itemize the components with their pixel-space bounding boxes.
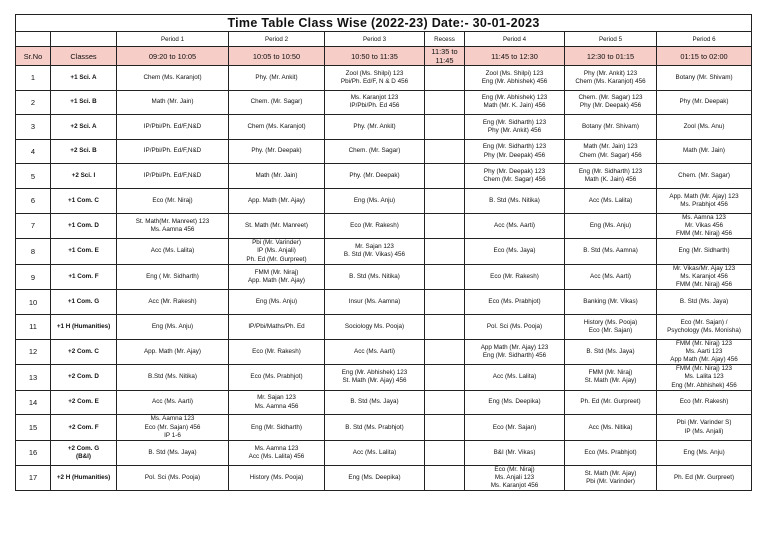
page-title: Time Table Class Wise (2022-23) Date:- 30-01-2023	[16, 15, 752, 32]
period-cell: Eco (Mr. Rakesh)	[229, 339, 325, 365]
period-label: Period 3	[325, 32, 425, 47]
period-cell: Eng (Mr. Sidharth) 123 Phy (Mr. Deepak) 456	[465, 139, 565, 164]
period-cell: Zool (Ms. Anu)	[657, 115, 752, 140]
period-label: Period 6	[657, 32, 752, 47]
period-time: 10:05 to 10:50	[229, 47, 325, 66]
period-cell: Math (Mr. Jain)	[657, 139, 752, 164]
class-name-cell: +2 Sci. I	[51, 164, 117, 189]
period-cell: Chem (Ms. Karanjot)	[117, 66, 229, 91]
period-time: 12:30 to 01:15	[565, 47, 657, 66]
period-cell: B. Std (Ms. Jaya)	[657, 290, 752, 315]
table-row	[16, 90, 752, 115]
period-cell: IP/Pbi/Ph. Ed/F,N&D	[117, 139, 229, 164]
period-cell: Eco (Mr. Rakesh)	[657, 390, 752, 415]
period-cell: Ms. Aamna 123 Acc (Ms. Lalita) 456	[229, 441, 325, 466]
sr-no-cell: 1	[16, 66, 51, 91]
sr-no-cell: 17	[16, 465, 51, 491]
period-cell: Botany (Mr. Shivam)	[565, 115, 657, 140]
period-cell: Ms. Aamna 123 Mr. Vikas 456 FMM (Mr. Niraj) 456	[657, 213, 752, 239]
period-label: Period 1	[117, 32, 229, 47]
period-label: Period 5	[565, 32, 657, 47]
class-name-cell: +2 Com. D	[51, 365, 117, 391]
period-label: Period 2	[229, 32, 325, 47]
period-cell: Pol. Sci (Ms. Pooja)	[117, 465, 229, 491]
period-cell: Zool (Ms. Shilpi) 123 Pbi/Ph. Ed/F, N & D 456	[325, 66, 425, 91]
table-row	[16, 264, 752, 290]
period-cell: Eco (Ms. Prabhjot)	[229, 365, 325, 391]
period-cell: St. Math (Mr. Ajay) Pbi (Mr. Varinder)	[565, 465, 657, 491]
sr-no-cell: 4	[16, 139, 51, 164]
sr-no-cell: 10	[16, 290, 51, 315]
period-cell: Eco (Mr. Rakesh)	[465, 264, 565, 290]
sr-no-cell: 13	[16, 365, 51, 391]
period-cell: Phy. (Mr. Ankit)	[325, 115, 425, 140]
class-name-cell: +1 Com. C	[51, 188, 117, 213]
period-cell: FMM (Mr. Niraj) 123 Ms. Lalita 123 Eng (Mr. Abhishek) 456	[657, 365, 752, 391]
recess-cell	[425, 213, 465, 239]
recess-cell	[425, 339, 465, 365]
class-name-cell: +1 Com. E	[51, 239, 117, 265]
period-cell: Phy (Mr. Deepak)	[657, 90, 752, 115]
period-cell: Phy (Mr. Ankit) 123 Chem (Ms. Karanjot) 456	[565, 66, 657, 91]
period-cell: B. Std (Ms. Jaya)	[565, 339, 657, 365]
period-cell: Mr. Vikas/Mr. Ajay 123 Ms. Karanjot 456 FMM (Mr. Niraj) 456	[657, 264, 752, 290]
period-cell: Ph. Ed (Mr. Gurpreet)	[565, 390, 657, 415]
period-cell: FMM (Mr. Niraj) St. Math (Mr. Ajay)	[565, 365, 657, 391]
period-cell: Eng (Ms. Deepika)	[465, 390, 565, 415]
period-cell: Acc (Mr. Rakesh)	[117, 290, 229, 315]
period-cell: Acc (Ms. Aarti)	[325, 339, 425, 365]
class-name-cell: +2 Sci. B	[51, 139, 117, 164]
class-name-cell: +2 Sci. A	[51, 115, 117, 140]
period-cell: Math (Mr. Jain)	[229, 164, 325, 189]
table-row	[16, 239, 752, 265]
period-cell: Math (Mr. Jain) 123 Chem (Mr. Sagar) 456	[565, 139, 657, 164]
recess-cell	[425, 139, 465, 164]
period-cell: IP/Pbi/Maths/Ph. Ed	[229, 314, 325, 339]
class-name-cell: +2 Com. F	[51, 415, 117, 441]
period-cell: Eng (Mr. Sidharth)	[229, 415, 325, 441]
class-name-cell: +1 Com. D	[51, 213, 117, 239]
period-cell: Acc (Ms. Lalita)	[117, 239, 229, 265]
period-cell: Eco (Mr. Niraj) Ms. Anjali 123 Ms. Karanjot 456	[465, 465, 565, 491]
period-cell: B. Std (Ms. Jaya)	[117, 441, 229, 466]
class-name-cell: +1 Com. G	[51, 290, 117, 315]
sr-no-header: Sr.No	[16, 47, 51, 66]
sr-no-cell: 6	[16, 188, 51, 213]
table-row	[16, 139, 752, 164]
table-row	[16, 290, 752, 315]
period-cell: Zool (Ms. Shilpi) 123 Eng (Mr. Abhishek) 456	[465, 66, 565, 91]
period-cell: Mr. Sajan 123 Ms. Aamna 456	[229, 390, 325, 415]
period-cell: Mr. Sajan 123 B. Std (Mr. Vikas) 456	[325, 239, 425, 265]
period-cell: Acc (Ms. Nitika)	[565, 415, 657, 441]
class-name-cell: +1 Sci. A	[51, 66, 117, 91]
period-cell: St. Math(Mr. Manreet) 123 Ms. Aamna 456	[117, 213, 229, 239]
period-time: 01:15 to 02:00	[657, 47, 752, 66]
sr-no-cell: 5	[16, 164, 51, 189]
period-cell: Math (Mr. Jain)	[117, 90, 229, 115]
recess-cell	[425, 465, 465, 491]
recess-cell	[425, 415, 465, 441]
table-row	[16, 365, 752, 391]
period-cell: Eco (Ms. Prabhjot)	[465, 290, 565, 315]
period-cell: FMM (Mr. Niraj) App. Math (Mr. Ajay)	[229, 264, 325, 290]
period-cell: Phy. (Mr. Deepak)	[325, 164, 425, 189]
recess-cell	[425, 188, 465, 213]
table-row	[16, 339, 752, 365]
table-row	[16, 441, 752, 466]
class-name-cell: +2 Com. G (B&I)	[51, 441, 117, 466]
table-row	[16, 66, 752, 91]
sr-no-cell: 16	[16, 441, 51, 466]
table-row	[16, 213, 752, 239]
period-cell: History (Ms. Pooja)	[229, 465, 325, 491]
recess-cell	[425, 365, 465, 391]
period-cell: Chem (Ms. Karanjot)	[229, 115, 325, 140]
class-name-cell: +2 H (Humanities)	[51, 465, 117, 491]
period-cell: Ms. Aamna 123 Eco (Mr. Sajan) 456 IP 1-6	[117, 415, 229, 441]
recess-label: Recess	[425, 32, 465, 47]
recess-time: 11:35 to 11:45	[425, 47, 465, 66]
class-name-cell: +2 Com. E	[51, 390, 117, 415]
period-cell: Eng (Ms. Anju)	[657, 441, 752, 466]
period-cell: IP/Pbi/Ph. Ed/F,N&D	[117, 164, 229, 189]
period-cell: Pbi (Mr. Varinder) IP (Ms. Anjali) Ph. Ed (Mr. Gurpreet)	[229, 239, 325, 265]
period-cell: Ms. Karanjot 123 IP/Pbi/Ph. Ed 456	[325, 90, 425, 115]
period-cell: Eng (Ms. Anju)	[229, 290, 325, 315]
recess-cell	[425, 90, 465, 115]
period-cell: Eng (Ms. Anju)	[565, 213, 657, 239]
period-cell: Pbi (Mr. Varinder S) IP (Ms. Anjali)	[657, 415, 752, 441]
period-cell: Eng (Ms. Deepika)	[325, 465, 425, 491]
period-cell: Acc (Ms. Aarti)	[465, 213, 565, 239]
recess-cell	[425, 115, 465, 140]
period-cell: Phy (Mr. Deepak) 123 Chem (Mr. Sagar) 456	[465, 164, 565, 189]
timetable-wrapper	[15, 14, 751, 491]
period-cell: Eco (Mr. Sajan)	[465, 415, 565, 441]
period-cell: Acc (Ms. Aarti)	[117, 390, 229, 415]
class-name-cell: +1 Com. F	[51, 264, 117, 290]
period-cell: Eco (Ms. Prabhjot)	[565, 441, 657, 466]
period-cell: Phy. (Mr. Deepak)	[229, 139, 325, 164]
period-header-row	[16, 32, 752, 47]
recess-cell	[425, 390, 465, 415]
period-cell: Eng (Ms. Anju)	[117, 314, 229, 339]
period-cell: Chem. (Mr. Sagar) 123 Phy (Mr. Deepak) 456	[565, 90, 657, 115]
period-cell: Eng (Ms. Anju)	[325, 188, 425, 213]
period-cell: Eng (Mr. Sidharth) 123 Math (K. Jain) 456	[565, 164, 657, 189]
period-cell: B&I (Mr. Vikas)	[465, 441, 565, 466]
table-row	[16, 314, 752, 339]
period-cell: B. Std (Ms. Nitika)	[465, 188, 565, 213]
table-row	[16, 415, 752, 441]
period-cell: Acc (Ms. Lalita)	[565, 188, 657, 213]
period-cell: Eng (Mr. Sidharth)	[657, 239, 752, 265]
period-time: 09:20 to 10:05	[117, 47, 229, 66]
sr-no-cell: 9	[16, 264, 51, 290]
period-cell: Acc (Ms. Lalita)	[325, 441, 425, 466]
recess-cell	[425, 239, 465, 265]
period-cell: Eng (Mr. Abhishek) 123 Math (Mr. K. Jain) 456	[465, 90, 565, 115]
period-cell: Eng (Mr. Sidharth) 123 Phy (Mr. Ankit) 456	[465, 115, 565, 140]
period-cell: B. Std (Ms. Jaya)	[325, 390, 425, 415]
period-cell: Eng ( Mr. Sidharth)	[117, 264, 229, 290]
table-row	[16, 115, 752, 140]
period-cell: B. Std (Ms. Nitika)	[325, 264, 425, 290]
period-cell: App. Math (Mr. Ajay)	[117, 339, 229, 365]
recess-cell	[425, 441, 465, 466]
period-cell: B.Std (Ms. Nitika)	[117, 365, 229, 391]
period-cell: Phy. (Mr. Ankit)	[229, 66, 325, 91]
recess-cell	[425, 290, 465, 315]
table-row	[16, 390, 752, 415]
period-cell: Eco (Mr. Sajan) / Psychology (Ms. Monisha)	[657, 314, 752, 339]
period-cell: B. Std (Ms. Aamna)	[565, 239, 657, 265]
period-cell: App Math (Mr. Ajay) 123 Eng (Mr. Sidharth) 456	[465, 339, 565, 365]
sr-no-cell: 12	[16, 339, 51, 365]
sr-no-cell: 2	[16, 90, 51, 115]
period-cell: Ph. Ed (Mr. Gurpreet)	[657, 465, 752, 491]
recess-cell	[425, 264, 465, 290]
period-cell: Insur (Ms. Aamna)	[325, 290, 425, 315]
sr-no-cell: 14	[16, 390, 51, 415]
period-cell: Acc (Ms. Lalita)	[465, 365, 565, 391]
period-cell: Eco (Mr. Rakesh)	[325, 213, 425, 239]
period-cell: Chem. (Mr. Sagar)	[229, 90, 325, 115]
period-cell: IP/Pbi/Ph. Ed/F,N&D	[117, 115, 229, 140]
sr-no-cell: 3	[16, 115, 51, 140]
period-cell: FMM (Mr. Niraj) 123 Ms. Aarti 123 App Math (Mr. Ajay) 456	[657, 339, 752, 365]
class-name-cell: +1 H (Humanities)	[51, 314, 117, 339]
timetable-body	[16, 66, 752, 491]
sr-no-cell: 15	[16, 415, 51, 441]
period-time: 11:45 to 12:30	[465, 47, 565, 66]
table-row	[16, 188, 752, 213]
time-header-row	[16, 47, 752, 66]
period-label: Period 4	[465, 32, 565, 47]
table-row	[16, 465, 752, 491]
period-cell: Botany (Mr. Shivam)	[657, 66, 752, 91]
sr-no-cell: 7	[16, 213, 51, 239]
period-cell: Chem. (Mr. Sagar)	[657, 164, 752, 189]
period-cell: History (Ms. Pooja) Eco (Mr. Sajan)	[565, 314, 657, 339]
recess-cell	[425, 164, 465, 189]
period-cell: Eco (Mr. Niraj)	[117, 188, 229, 213]
period-cell: Pol. Sci (Ms. Pooja)	[465, 314, 565, 339]
period-cell: B. Std (Ms. Prabhjot)	[325, 415, 425, 441]
period-cell: Sociology Ms. Pooja)	[325, 314, 425, 339]
period-cell: App. Math (Mr. Ajay) 123 Ms. Prabhjot 456	[657, 188, 752, 213]
classes-header: Classes	[51, 47, 117, 66]
period-time: 10:50 to 11:35	[325, 47, 425, 66]
period-cell: St. Math (Mr. Manreet)	[229, 213, 325, 239]
class-name-cell: +2 Com. C	[51, 339, 117, 365]
sr-no-cell: 8	[16, 239, 51, 265]
period-cell: App. Math (Mr. Ajay)	[229, 188, 325, 213]
period-cell: Eng (Mr. Abhishek) 123 St. Math (Mr. Ajay) 456	[325, 365, 425, 391]
sr-no-cell: 11	[16, 314, 51, 339]
timetable	[15, 14, 752, 491]
recess-cell	[425, 314, 465, 339]
recess-cell	[425, 66, 465, 91]
blank-header-cell	[16, 32, 51, 47]
period-cell: Acc (Ms. Aarti)	[565, 264, 657, 290]
period-cell: Banking (Mr. Vikas)	[565, 290, 657, 315]
table-row	[16, 164, 752, 189]
class-name-cell: +1 Sci. B	[51, 90, 117, 115]
period-cell: Chem. (Mr. Sagar)	[325, 139, 425, 164]
period-cell: Eco (Ms. Jaya)	[465, 239, 565, 265]
blank-header-cell	[51, 32, 117, 47]
